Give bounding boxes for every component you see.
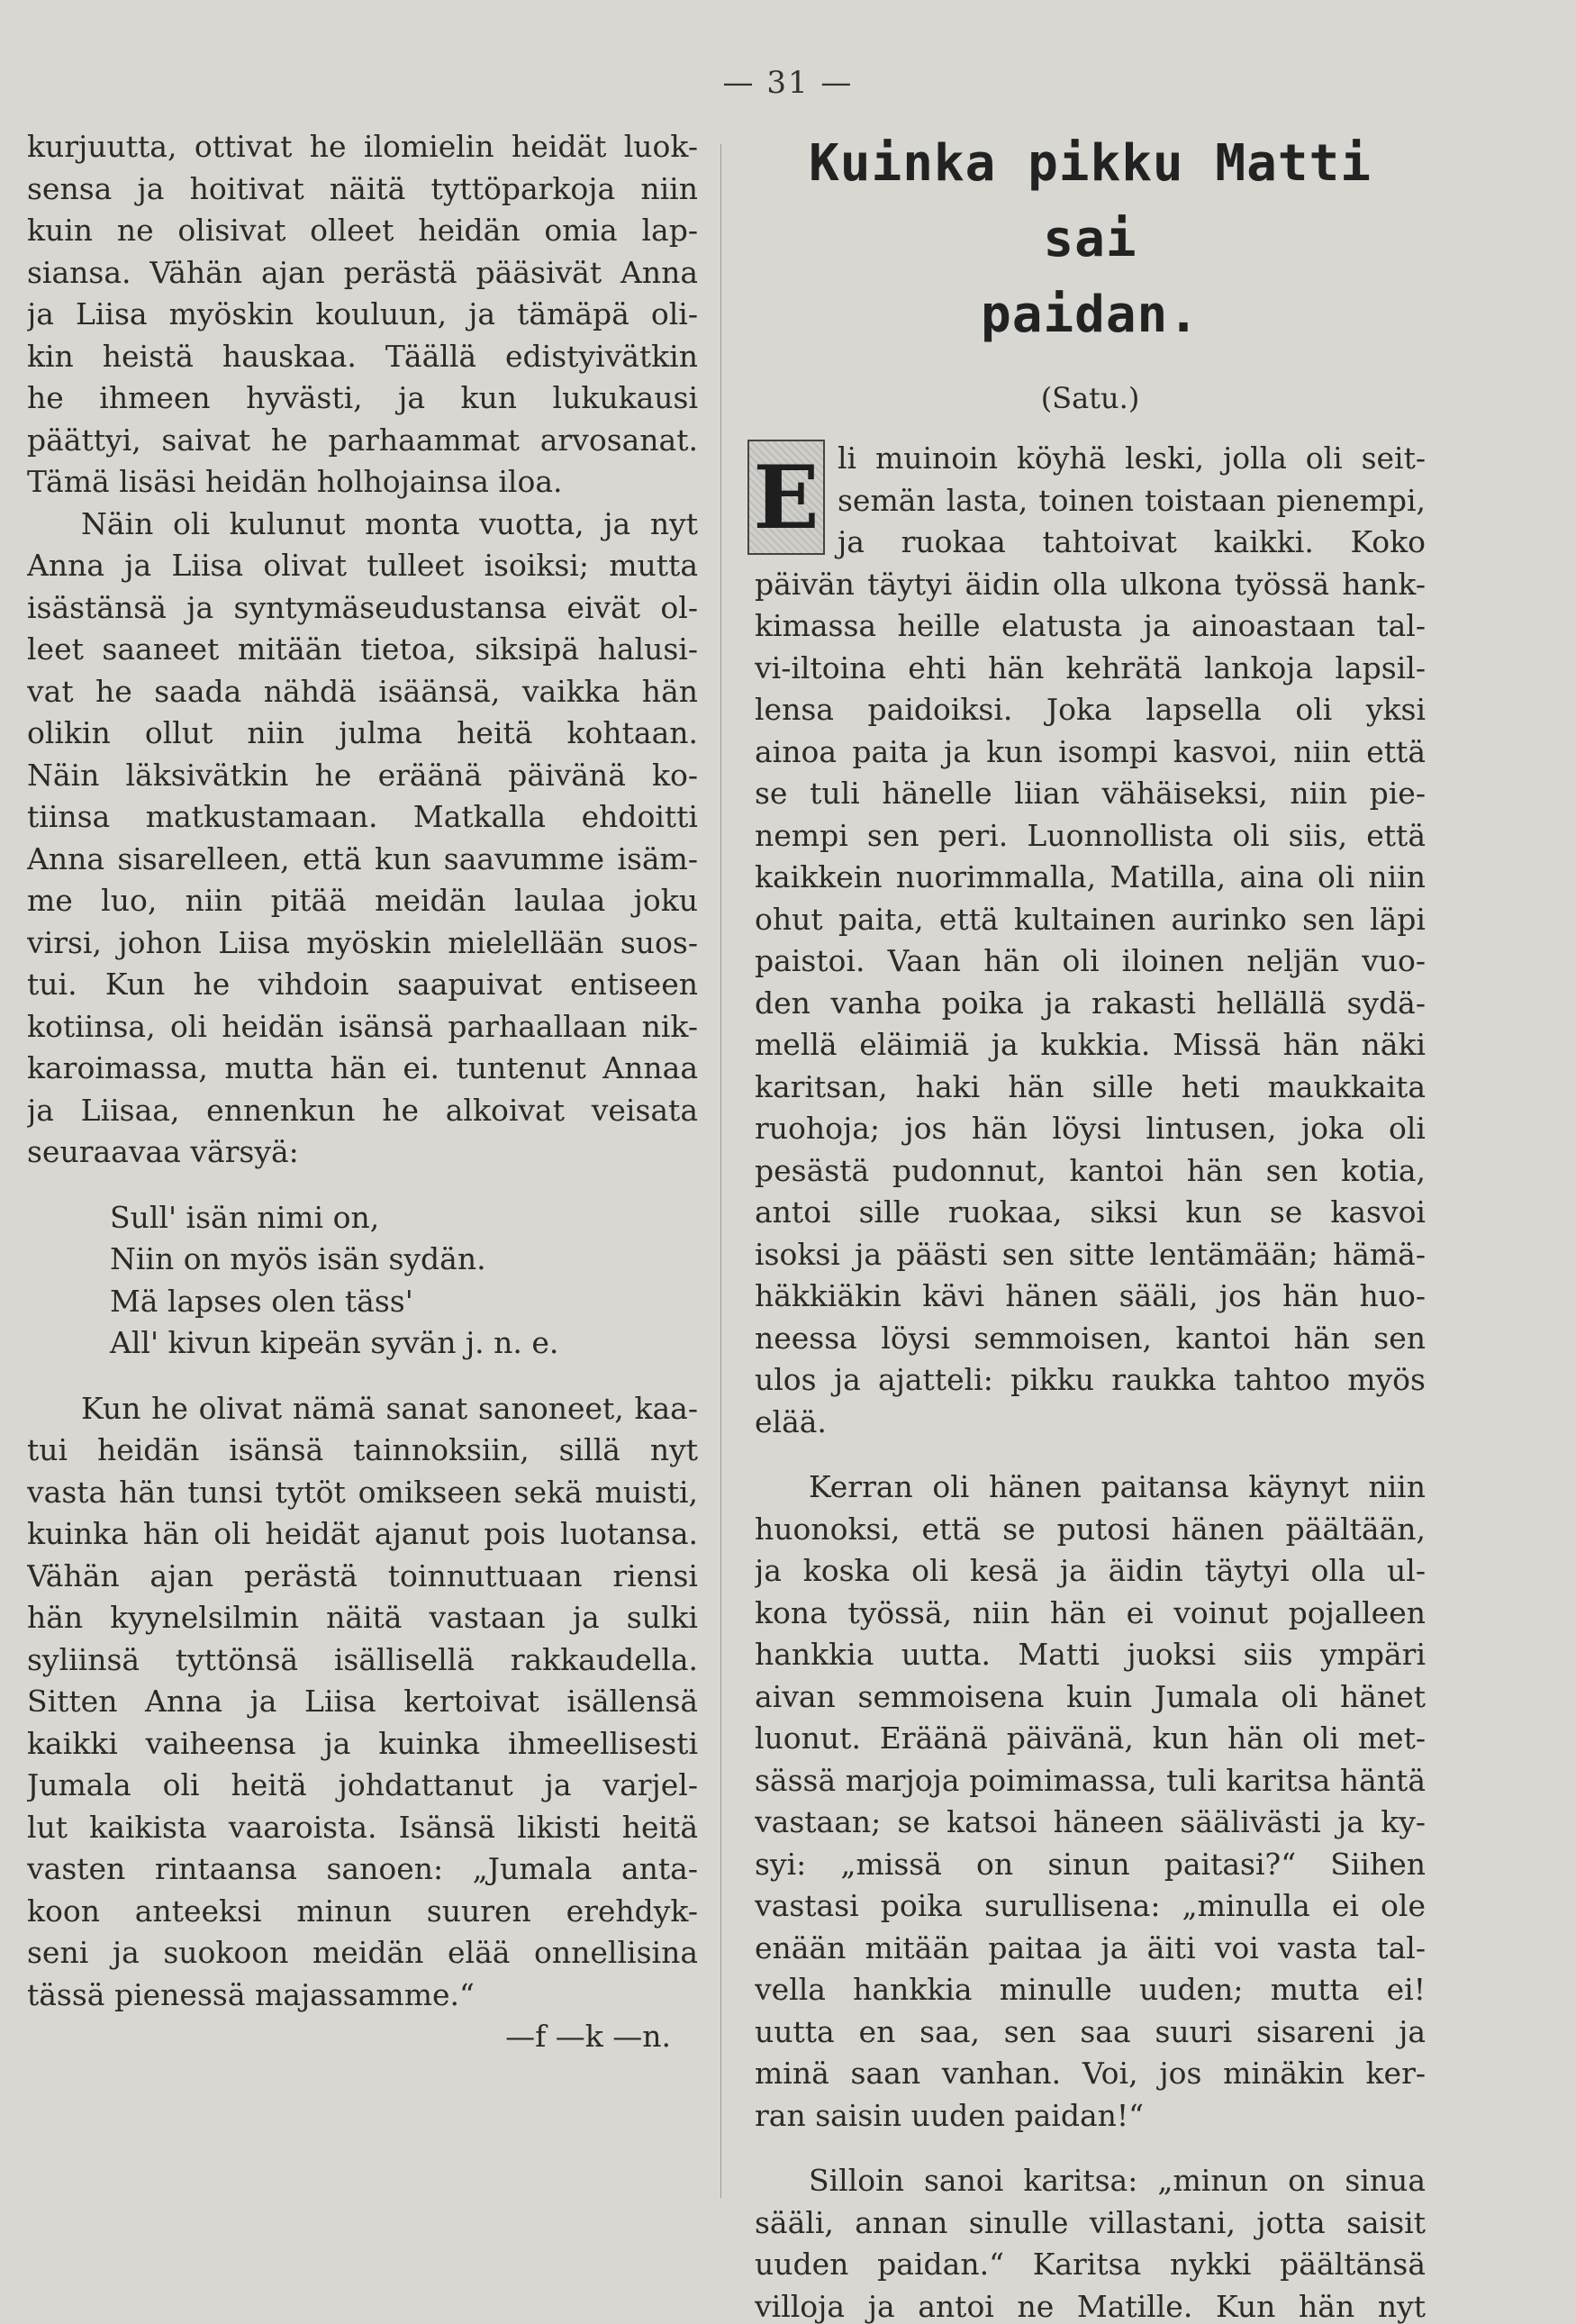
text-line: ja Liisaa, ennenkun he alkoivat veisata — [27, 1092, 698, 1128]
text-line: virsi, johon Liisa myöskin mielellään suos- — [27, 924, 698, 960]
text-line: sässä marjoja poimimassa, tuli karitsa häntä — [755, 1762, 1426, 1798]
text-line: ruohoja; jos hän löysi lintusen, joka oli — [755, 1111, 1426, 1146]
text-line: tui. Kun he vihdoin saapuivat entiseen — [27, 967, 698, 1002]
text-line: Silloin sanoi karitsa: „minun on sinua — [809, 2163, 1426, 2198]
text-line: paistoi. Vaan hän oli iloinen neljän vuo- — [755, 943, 1426, 978]
text-line: tässä pienessä majassamme.“ — [27, 1976, 475, 2012]
text-line: Kerran oli hänen paitansa käynyt niin — [809, 1469, 1426, 1504]
text-line: kaikki vaiheensa ja kuinka ihmeellisesti — [27, 1725, 698, 1761]
story-title-line-2: paidan. — [980, 286, 1200, 344]
paragraph-gap — [755, 2137, 1426, 2160]
text-line: se tuli hänelle liian vähäiseksi, niin pie- — [755, 776, 1426, 811]
story-subtitle: (Satu.) — [1040, 381, 1140, 415]
text-line: li muinoin köyhä leski, jolla oli seit- — [838, 440, 1426, 476]
text-line: vella hankkia minulle uuden; mutta ei! — [755, 1972, 1426, 2007]
text-line: sensa ja hoitivat näitä tyttöparkoja niin — [27, 170, 698, 206]
text-line: ja koska oli kesä ja äidin täytyi olla ul- — [755, 1553, 1426, 1588]
text-line: syliinsä tyttönsä isällisellä rakkaudella. — [27, 1641, 698, 1677]
text-line: kurjuutta, ottivat he ilomielin heidät luok- — [27, 129, 698, 164]
right-column — [755, 126, 1426, 2324]
text-line: karoimassa, mutta hän ei. tuntenut Annaa — [27, 1050, 698, 1085]
verse-line: Sull' isän nimi on, — [110, 1199, 380, 1235]
paragraph-gap — [755, 1443, 1426, 1466]
text-line: ulos ja ajatteli: pikku raukka tahtoo myös — [755, 1362, 1426, 1397]
text-line: hankkia uutta. Matti juoksi siis ympäri — [755, 1637, 1426, 1672]
text-line: siansa. Vähän ajan perästä pääsivät Anna — [27, 254, 698, 290]
text-line: ainoa paita ja kun isompi kasvoi, niin että — [755, 733, 1426, 769]
text-line: seuraavaa värsyä: — [27, 1134, 299, 1169]
text-line: vat he saada nähdä isäänsä, vaikka hän — [27, 673, 698, 709]
text-line: tui heidän isänsä tainnoksiin, sillä nyt — [27, 1432, 698, 1467]
text-line: kuinka hän oli heidät ajanut pois luotansa. — [27, 1516, 698, 1551]
text-line: enään mitään paitaa ja äiti voi vasta tal- — [755, 1929, 1426, 1965]
paragraph-gap — [27, 1365, 698, 1388]
text-line: Kun he olivat nämä sanat sanoneet, kaa- — [81, 1390, 698, 1426]
text-line: leet saaneet mitään tietoa, siksipä halusi- — [27, 631, 698, 667]
text-line: pesästä pudonnut, kantoi hän sen kotia, — [755, 1152, 1426, 1188]
text-line: syi: „missä on sinun paitasi?“ Siihen — [755, 1846, 1426, 1882]
text-line: kimassa heille elatusta ja ainoastaan tal- — [755, 608, 1426, 643]
text-line: minä saan vanhan. Voi, jos minäkin ker- — [755, 2056, 1426, 2091]
text-line: semän lasta, toinen toistaan pienempi, — [838, 482, 1426, 518]
text-line: vi-iltoina ehti hän kehrätä lankoja lapsil- — [755, 649, 1426, 685]
text-line: luonut. Eräänä päivänä, kun hän oli met- — [755, 1720, 1426, 1756]
text-line: uutta en saa, sen saa suuri sisareni ja — [755, 2013, 1426, 2049]
text-line: villoja ja antoi ne Matille. Kun hän nyt — [755, 2288, 1426, 2324]
text-line: Sitten Anna ja Liisa kertoivat isällensä — [27, 1684, 698, 1719]
text-line: kin heistä hauskaa. Täällä edistyivätkin — [27, 338, 698, 374]
verse-line: All' kivun kipeän syvän j. n. e. — [110, 1325, 559, 1360]
text-line: koon anteeksi minun suuren erehdyk- — [27, 1893, 698, 1929]
verse-line: Niin on myös isän sydän. — [110, 1241, 486, 1276]
text-line: isästänsä ja syntymäseudustansa eivät ol- — [27, 589, 698, 625]
text-line: ja ruokaa tahtoivat kaikki. Koko — [838, 524, 1426, 559]
left-column — [27, 126, 698, 2058]
text-line: Jumala oli heitä johdattanut ja varjel- — [27, 1767, 698, 1802]
text-line: vasten rintaansa sanoen: „Jumala anta- — [27, 1851, 698, 1886]
story-title-line-1: Kuinka pikku Matti sai — [809, 134, 1372, 268]
text-line: päättyi, saivat he parhaammat arvosanat. — [27, 422, 698, 458]
dropcap-lines — [755, 438, 1426, 564]
text-line: Näin oli kulunut monta vuotta, ja nyt — [81, 505, 698, 541]
text-line: ran saisin uuden paidan!“ — [755, 2097, 1145, 2133]
text-line: ohut paita, että kultainen aurinko sen läpi — [755, 901, 1426, 937]
text-line: lut kaikista vaaroista. Isänsä likisti heitä — [27, 1809, 698, 1845]
text-line: uuden paidan.“ Karitsa nykki päältänsä — [755, 2247, 1426, 2282]
text-line: kona työssä, niin hän ei voinut pojalleen — [755, 1594, 1426, 1630]
text-line: aivan semmoisena kuin Jumala oli hänet — [755, 1678, 1426, 1714]
text-line: seni ja suokoon meidän elää onnellisina — [27, 1935, 698, 1970]
text-line: olikin ollut niin julma heitä kohtaan. — [27, 715, 698, 750]
author-signature: —f —k —n. — [505, 2019, 671, 2054]
text-line: isoksi ja päästi sen sitte lentämään; hämä- — [755, 1236, 1426, 1272]
text-line: häkkiäkin kävi hänen sääli, jos hän huo- — [755, 1278, 1426, 1313]
text-line: kuin ne olisivat olleet heidän omia lap- — [27, 213, 698, 248]
dropcap-paragraph — [755, 438, 1426, 564]
text-line: Tämä lisäsi heidän holhojainsa iloa. — [27, 464, 563, 499]
verse-line: Mä lapses olen täss' — [110, 1283, 413, 1319]
text-line: karitsan, haki hän sille heti maukkaita — [755, 1068, 1426, 1104]
text-line: vasta hän tunsi tytöt omikseen sekä muisti, — [27, 1474, 698, 1510]
paragraph-gap — [27, 1174, 698, 1197]
text-line: Näin läksivätkin he eräänä päivänä ko- — [27, 757, 698, 793]
text-line: mellä eläimiä ja kukkia. Missä hän näki — [755, 1027, 1426, 1062]
dropcap-letter: E — [747, 440, 825, 555]
text-line: Anna ja Liisa olivat tulleet isoiksi; mutta — [27, 548, 698, 583]
text-line: vastasi poika surullisena: „minulla ei ole — [755, 1888, 1426, 1923]
right-column-body — [755, 564, 1426, 2324]
text-line: päivän täytyi äidin olla ulkona työssä hank- — [755, 566, 1426, 602]
text-line: neessa löysi semmoisen, kantoi hän sen — [755, 1320, 1426, 1356]
page-number: — 31 — — [722, 65, 854, 101]
text-line: den vanha poika ja rakasti hellällä sydä- — [755, 985, 1426, 1021]
text-line: nempi sen peri. Luonnollista oli siis, että — [755, 817, 1426, 853]
text-line: antoi sille ruokaa, siksi kun se kasvoi — [755, 1194, 1426, 1230]
text-line: Anna sisarelleen, että kun saavumme isäm- — [27, 840, 698, 876]
text-line: me luo, niin pitää meidän laulaa joku — [27, 883, 698, 918]
text-line: sääli, annan sinulle villastani, jotta saisit — [755, 2204, 1426, 2240]
text-line: hän kyynelsilmin näitä vastaan ja sulki — [27, 1600, 698, 1635]
text-line: lensa paidoiksi. Joka lapsella oli yksi — [755, 692, 1426, 727]
text-line: kaikkein nuorimmalla, Matilla, aina oli niin — [755, 859, 1426, 894]
text-line: Vähän ajan perästä toinnuttuaan riensi — [27, 1557, 698, 1593]
text-line: tiinsa matkustamaan. Matkalla ehdoitti — [27, 799, 698, 834]
text-line: elää. — [755, 1403, 827, 1439]
text-line: kotiinsa, oli heidän isänsä parhaallaan nik- — [27, 1008, 698, 1044]
text-line: ja Liisa myöskin kouluun, ja tämäpä oli- — [27, 296, 698, 331]
text-line: he ihmeen hyvästi, ja kun lukukausi — [27, 380, 698, 415]
text-line: vastaan; se katsoi häneen säälivästi ja ky- — [755, 1804, 1426, 1839]
text-line: huonoksi, että se putosi hänen päältään, — [755, 1511, 1426, 1547]
column-divider — [720, 144, 721, 2198]
